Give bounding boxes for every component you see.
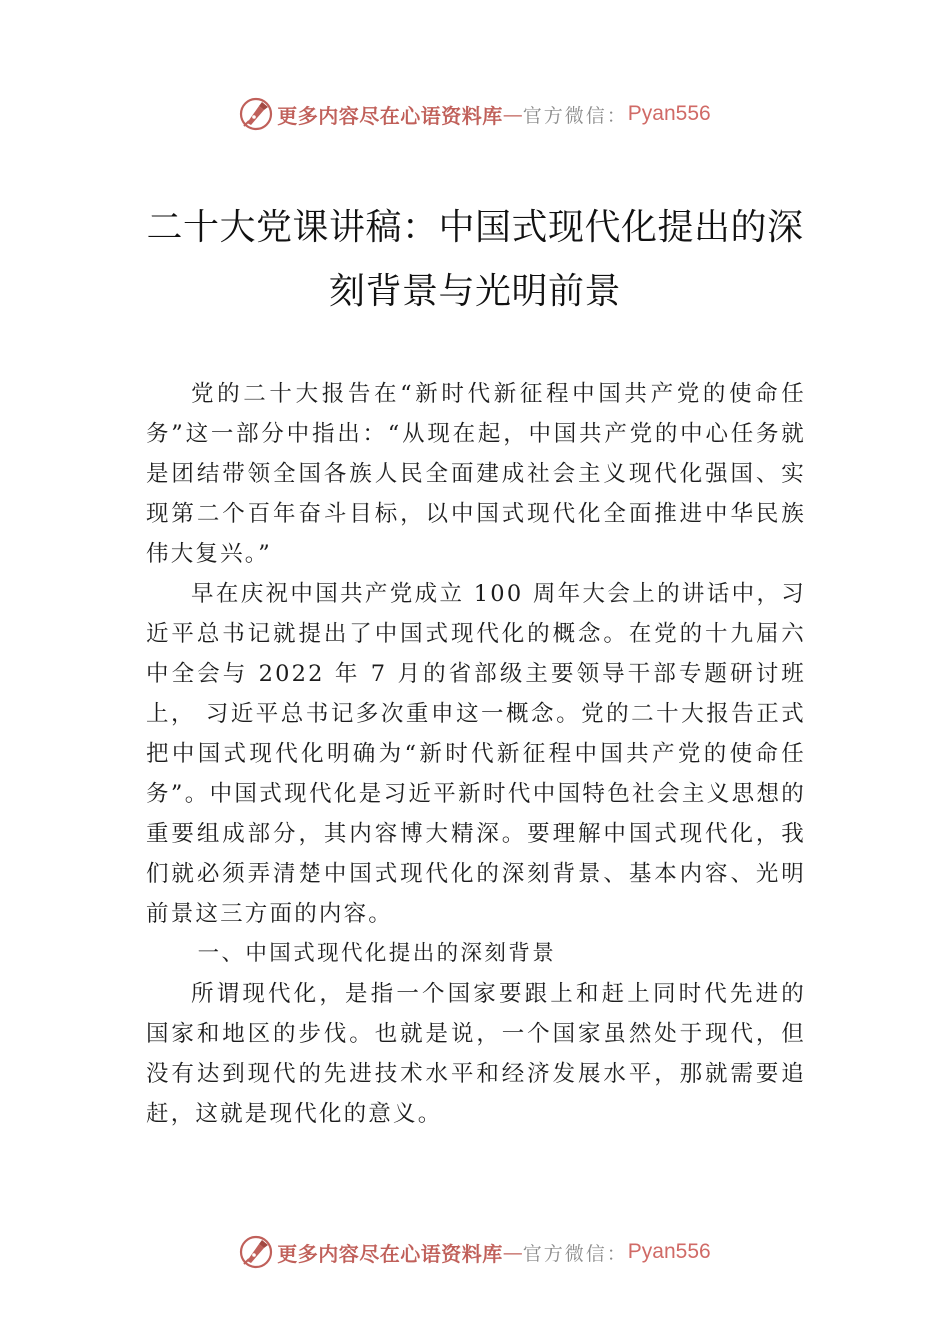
title-line-1: 二十大党课讲稿：中国式现代化提出的深 <box>146 207 804 248</box>
pen-nib-icon <box>239 97 273 131</box>
banner-label: 官方微信： <box>522 104 628 127</box>
section-heading: 一、中国式现代化提出的深刻背景 <box>197 941 557 966</box>
title-line-2: 刻背景与光明前景 <box>328 271 621 312</box>
footer-watermark-banner <box>0 1232 950 1272</box>
document-title <box>140 196 810 324</box>
banner-separator: — <box>502 102 523 126</box>
banner-wechat-id: Pyan556 <box>627 1240 711 1263</box>
header-watermark-banner <box>0 94 950 134</box>
body-paragraph: 党的二十大报告在“新时代新征程中国共产党的使命任务”这一部分中指出：“从现在起，中国共产党的中心任务就是团结带领全国各族人民全面建成社会主义现代化强国、实现第二个百年奋斗目标，以中国式现代化全面推进中华民族伟大复兴。” <box>146 381 806 567</box>
banner-main-text: 更多内容尽在心语资料库 <box>277 1241 503 1266</box>
banner-main-text: 更多内容尽在心语资料库 <box>277 103 503 128</box>
body-paragraph: 所谓现代化，是指一个国家要跟上和赶上同时代先进的国家和地区的步伐。也就是说，一个国家虽然处于现代，但没有达到现代的先进技术水平和经济发展水平，那就需要追赶，这就是现代化的意义。 <box>146 981 806 1127</box>
pen-nib-icon <box>239 1235 273 1269</box>
banner-wechat-id: Pyan556 <box>627 102 711 125</box>
banner-separator: — <box>502 1240 523 1264</box>
body-paragraph: 早在庆祝中国共产党成立 100 周年大会上的讲话中，习近平总书记就提出了中国式现代化的概念。在党的十九届六中全会与 2022 年 7 月的省部级主要领导干部专题研讨班上， 习近平总书记多次重申这一概念。党的二十大报告正式把中国式现代化明确为“新时代新征程中国共产党的使命任务”。中国式现代化是习近平新时代中国特色社会主义思想的重要组成部分，其内容博大精深。要理解中国式现代化，我们就必须弄清楚中国式现代化的深刻背景、基本内容、光明前景这三方面的内容。 <box>146 581 806 927</box>
document-body <box>146 374 806 1134</box>
banner-label: 官方微信： <box>522 1242 628 1265</box>
